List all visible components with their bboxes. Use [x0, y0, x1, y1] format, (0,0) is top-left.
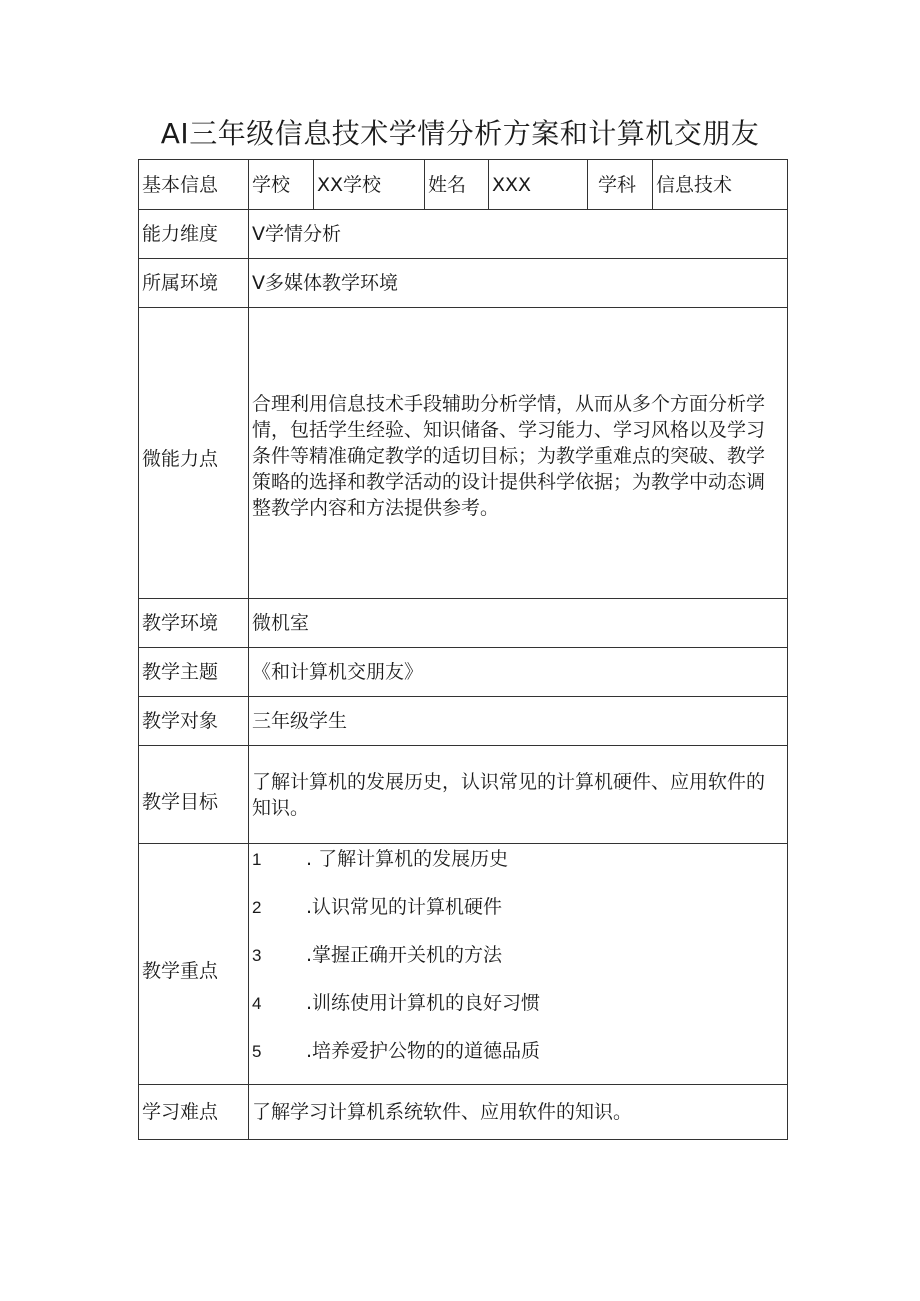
teaching-topic-value: 《和计算机交朋友》: [249, 648, 788, 697]
teaching-target-value: 三年级学生: [249, 697, 788, 746]
list-item: 1 . 了解计算机的发展历史: [252, 848, 509, 870]
teaching-key-points-label: 教学重点: [139, 844, 249, 1085]
list-item: 5 .培养爱护公物的的道德品质: [252, 1040, 541, 1062]
row-teaching-target: [139, 697, 788, 746]
teaching-environment-label: 教学环境: [139, 599, 249, 648]
row-basic-info: [139, 160, 788, 210]
environment-type-value: V多媒体教学环境: [249, 259, 788, 308]
learning-difficulty-label: 学习难点: [139, 1085, 249, 1140]
row-teaching-key-points: [139, 844, 788, 1085]
name-label: 姓名: [425, 160, 489, 210]
subject-value: 信息技术: [653, 160, 788, 210]
teaching-key-points-cell: [249, 844, 788, 1085]
learning-difficulty-value: 了解学习计算机系统软件、应用软件的知识。: [249, 1085, 788, 1140]
row-teaching-goal: [139, 746, 788, 844]
name-value: XXX: [489, 160, 588, 210]
list-item: 4 .训练使用计算机的良好习惯: [252, 992, 541, 1014]
teaching-environment-value: 微机室: [249, 599, 788, 648]
page-title: AI三年级信息技术学情分析方案和计算机交朋友: [160, 117, 760, 150]
key-points-list: [252, 844, 787, 1084]
list-item: 2 .认识常见的计算机硬件: [252, 896, 503, 918]
micro-ability-label: 微能力点: [139, 308, 249, 599]
micro-ability-value: 合理利用信息技术手段辅助分析学情，从而从多个方面分析学情，包括学生经验、知识储备、学习能力、学习风格以及学习条件等精准确定教学的适切目标；为教学重难点的突破、教学策略的选择和教学活动的设计提供科学依据；为教学中动态调整教学内容和方法提供参考。: [249, 308, 788, 599]
teaching-topic-label: 教学主题: [139, 648, 249, 697]
row-teaching-topic: [139, 648, 788, 697]
list-item: 3 .掌握正确开关机的方法: [252, 944, 503, 966]
teaching-target-label: 教学对象: [139, 697, 249, 746]
row-micro-ability: [139, 308, 788, 599]
school-label: 学校: [249, 160, 314, 210]
ability-label: 能力维度: [139, 210, 249, 259]
subject-label: 学科: [588, 160, 653, 210]
teaching-goal-value: 了解计算机的发展历史，认识常见的计算机硬件、应用软件的知识。: [249, 746, 788, 844]
row-ability: [139, 210, 788, 259]
row-learning-difficulty: [139, 1085, 788, 1140]
school-value: XX学校: [314, 160, 425, 210]
row-teaching-environment: [139, 599, 788, 648]
environment-type-label: 所属环境: [139, 259, 249, 308]
basic-info-label: 基本信息: [139, 160, 249, 210]
ability-value: V学情分析: [249, 210, 788, 259]
lesson-plan-table: [138, 159, 788, 1140]
row-environment-type: [139, 259, 788, 308]
teaching-goal-label: 教学目标: [139, 746, 249, 844]
